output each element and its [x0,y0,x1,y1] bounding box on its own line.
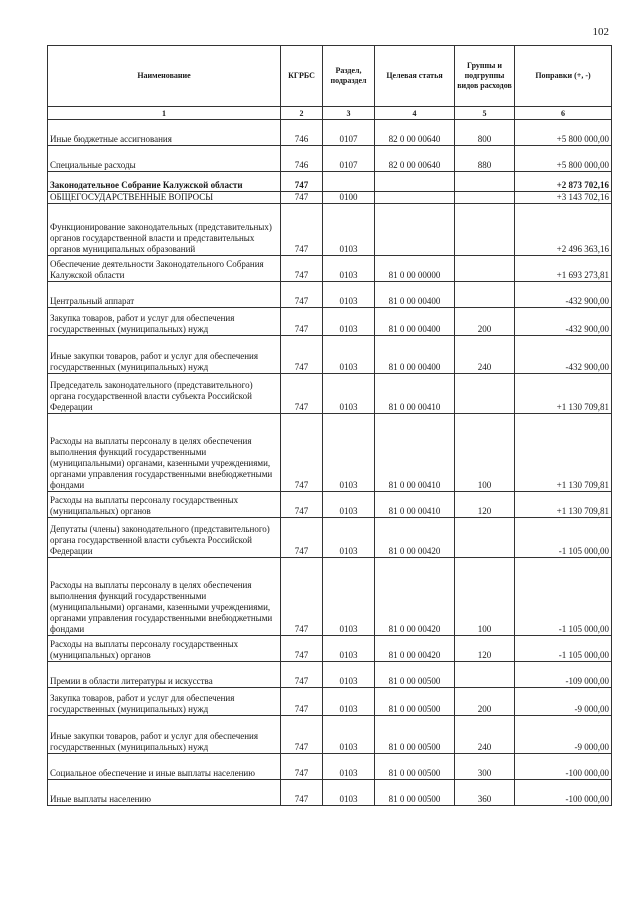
table-row [48,636,612,662]
header-kgrbs: КГРБС [281,46,323,107]
row-section: 0103 [323,636,375,662]
row-amount: +2 496 363,16 [515,204,612,256]
row-group: 200 [455,688,515,716]
row-kgrbs: 747 [281,336,323,374]
row-kgrbs: 747 [281,172,323,192]
row-kgrbs: 747 [281,256,323,282]
header-group: Группы и подгруппы видов расходов [455,46,515,107]
table-row [48,172,612,192]
table-row [48,518,612,558]
row-target: 81 0 00 00000 [375,256,455,282]
row-kgrbs: 747 [281,518,323,558]
row-target: 81 0 00 00420 [375,558,455,636]
row-target: 81 0 00 00420 [375,636,455,662]
column-number: 5 [455,107,515,120]
row-section: 0103 [323,414,375,492]
row-amount: -9 000,00 [515,716,612,754]
row-group [455,204,515,256]
row-section: 0103 [323,492,375,518]
table-row [48,308,612,336]
table-row [48,192,612,204]
row-section: 0103 [323,282,375,308]
row-amount: +1 693 273,81 [515,256,612,282]
table-row [48,336,612,374]
row-name: Функционирование законодательных (представительных) органов государственной власти и представительных органов муниципальных образований [48,204,281,256]
row-group: 240 [455,716,515,754]
row-group: 120 [455,636,515,662]
row-amount: -432 900,00 [515,308,612,336]
row-target: 81 0 00 00410 [375,492,455,518]
header-row [48,46,612,107]
header-name: Наименование [48,46,281,107]
row-target: 82 0 00 00640 [375,146,455,172]
row-group: 360 [455,780,515,806]
row-name: Закупка товаров, работ и услуг для обеспечения государственных (муниципальных) нужд [48,688,281,716]
row-target: 81 0 00 00500 [375,662,455,688]
row-section: 0103 [323,374,375,414]
row-group [455,192,515,204]
row-section: 0103 [323,518,375,558]
table-row [48,120,612,146]
row-amount: +2 873 702,16 [515,172,612,192]
row-target [375,172,455,192]
row-section: 0103 [323,716,375,754]
row-target: 81 0 00 00410 [375,374,455,414]
row-target: 81 0 00 00400 [375,336,455,374]
header-target: Целевая статья [375,46,455,107]
row-target [375,192,455,204]
row-amount: -1 105 000,00 [515,558,612,636]
table-row [48,662,612,688]
row-group: 240 [455,336,515,374]
row-section: 0103 [323,256,375,282]
row-section: 0103 [323,336,375,374]
row-kgrbs: 747 [281,780,323,806]
row-section: 0107 [323,146,375,172]
row-name: Социальное обеспечение и иные выплаты населению [48,754,281,780]
row-amount: +1 130 709,81 [515,374,612,414]
table-row [48,146,612,172]
row-group [455,172,515,192]
row-amount: -109 000,00 [515,662,612,688]
row-kgrbs: 747 [281,308,323,336]
page-number: 102 [592,26,609,38]
row-name: Иные закупки товаров, работ и услуг для обеспечения государственных (муниципальных) нужд [48,336,281,374]
header-amount: Поправки (+, -) [515,46,612,107]
row-kgrbs: 746 [281,120,323,146]
row-name: ОБЩЕГОСУДАРСТВЕННЫЕ ВОПРОСЫ [48,192,281,204]
row-target: 81 0 00 00400 [375,282,455,308]
row-group: 880 [455,146,515,172]
row-group: 800 [455,120,515,146]
row-target: 81 0 00 00500 [375,780,455,806]
table-row [48,688,612,716]
row-group: 200 [455,308,515,336]
row-section: 0103 [323,780,375,806]
table-row [48,780,612,806]
row-amount: -432 900,00 [515,282,612,308]
row-amount: -9 000,00 [515,688,612,716]
row-group: 300 [455,754,515,780]
row-section: 0103 [323,204,375,256]
row-name: Центральный аппарат [48,282,281,308]
row-name: Законодательное Собрание Калужской области [48,172,281,192]
table-row [48,754,612,780]
row-target: 81 0 00 00500 [375,688,455,716]
column-number: 3 [323,107,375,120]
row-name: Иные закупки товаров, работ и услуг для обеспечения государственных (муниципальных) нужд [48,716,281,754]
row-kgrbs: 747 [281,414,323,492]
row-section: 0103 [323,754,375,780]
row-name: Расходы на выплаты персоналу в целях обеспечения выполнения функций государственными (муниципальными) органами, казенными учреждениями, органами управления государственными внебюджетными фондами [48,558,281,636]
row-kgrbs: 746 [281,146,323,172]
column-number-row [48,107,612,120]
row-amount: -100 000,00 [515,780,612,806]
column-number: 6 [515,107,612,120]
column-number: 1 [48,107,281,120]
row-section: 0100 [323,192,375,204]
row-amount: -100 000,00 [515,754,612,780]
row-target: 81 0 00 00410 [375,414,455,492]
row-name: Обеспечение деятельности Законодательного Собрания Калужской области [48,256,281,282]
row-kgrbs: 747 [281,688,323,716]
row-group: 100 [455,414,515,492]
row-target: 81 0 00 00500 [375,754,455,780]
row-name: Расходы на выплаты персоналу государственных (муниципальных) органов [48,492,281,518]
row-group [455,518,515,558]
column-number: 2 [281,107,323,120]
table-row [48,374,612,414]
row-kgrbs: 747 [281,754,323,780]
row-section [323,172,375,192]
row-group: 100 [455,558,515,636]
row-amount: -1 105 000,00 [515,518,612,558]
row-name: Закупка товаров, работ и услуг для обеспечения государственных (муниципальных) нужд [48,308,281,336]
row-amount: -432 900,00 [515,336,612,374]
row-name: Иные бюджетные ассигнования [48,120,281,146]
table-row [48,256,612,282]
row-amount: -1 105 000,00 [515,636,612,662]
row-group [455,374,515,414]
column-number: 4 [375,107,455,120]
budget-table [47,45,612,806]
row-target: 81 0 00 00500 [375,716,455,754]
row-kgrbs: 747 [281,662,323,688]
row-target: 81 0 00 00400 [375,308,455,336]
table-row [48,204,612,256]
table-row [48,282,612,308]
row-name: Специальные расходы [48,146,281,172]
table-row [48,492,612,518]
row-group [455,256,515,282]
row-name: Расходы на выплаты персоналу государственных (муниципальных) органов [48,636,281,662]
row-kgrbs: 747 [281,204,323,256]
row-amount: +1 130 709,81 [515,414,612,492]
row-kgrbs: 747 [281,282,323,308]
row-target: 82 0 00 00640 [375,120,455,146]
row-name: Премии в области литературы и искусства [48,662,281,688]
row-kgrbs: 747 [281,716,323,754]
row-kgrbs: 747 [281,636,323,662]
header-section: Раздел, подраздел [323,46,375,107]
row-section: 0103 [323,688,375,716]
row-section: 0103 [323,558,375,636]
row-kgrbs: 747 [281,192,323,204]
row-amount: +1 130 709,81 [515,492,612,518]
table-row [48,414,612,492]
row-name: Иные выплаты населению [48,780,281,806]
row-name: Расходы на выплаты персоналу в целях обеспечения выполнения функций государственными (муниципальными) органами, казенными учреждениями, органами управления государственными внебюджетными фондами [48,414,281,492]
row-amount: +3 143 702,16 [515,192,612,204]
row-name: Председатель законодательного (представительного) органа государственной власти субъекта Российской Федерации [48,374,281,414]
row-section: 0107 [323,120,375,146]
row-amount: +5 800 000,00 [515,146,612,172]
row-group: 120 [455,492,515,518]
row-group [455,282,515,308]
row-kgrbs: 747 [281,558,323,636]
row-target [375,204,455,256]
table-row [48,558,612,636]
row-amount: +5 800 000,00 [515,120,612,146]
table-row [48,716,612,754]
row-kgrbs: 747 [281,374,323,414]
row-section: 0103 [323,308,375,336]
row-name: Депутаты (члены) законодательного (представительного) органа государственной власти субъекта Российской Федерации [48,518,281,558]
row-target: 81 0 00 00420 [375,518,455,558]
row-section: 0103 [323,662,375,688]
row-group [455,662,515,688]
row-kgrbs: 747 [281,492,323,518]
